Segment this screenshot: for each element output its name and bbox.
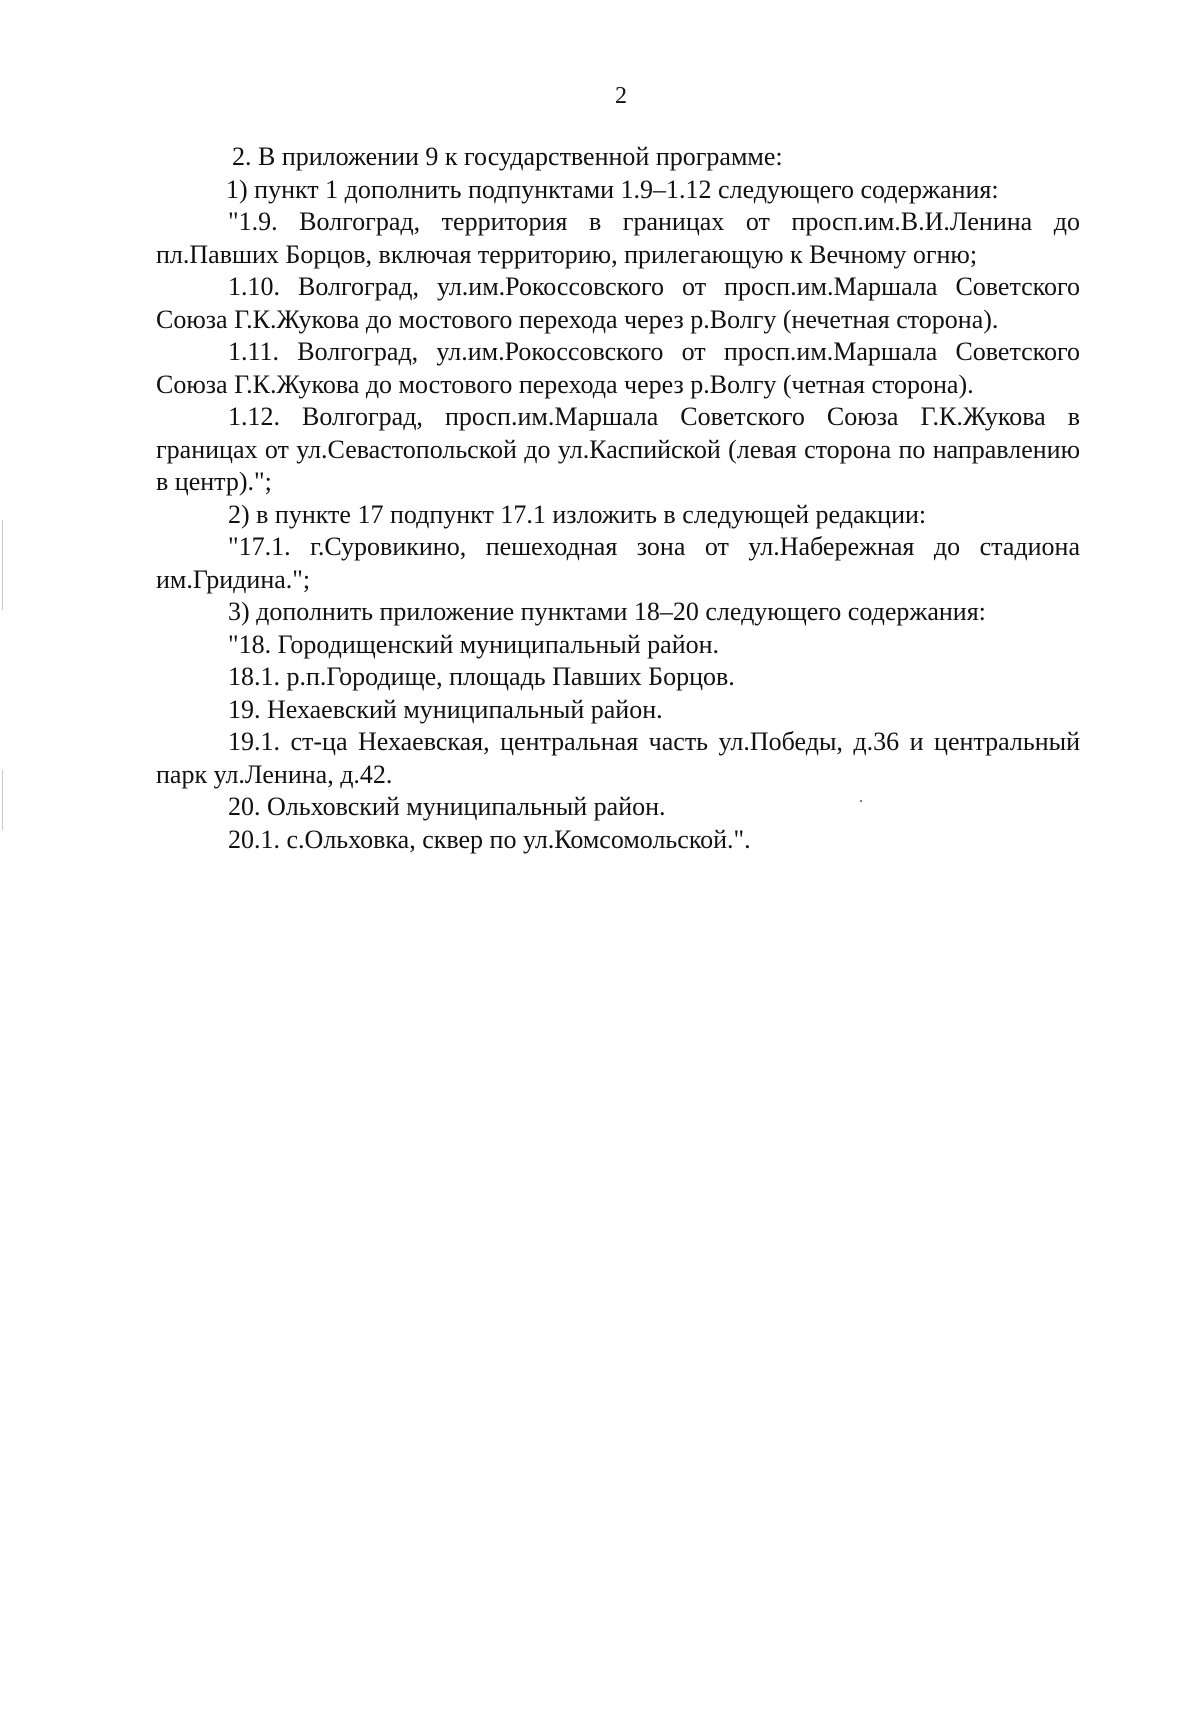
paragraph-20: 20. Ольховский муниципальный район. [228, 792, 666, 821]
paragraph-item-2: 2) в пункте 17 подпункт 17.1 изложить в следующей редакции: [228, 499, 927, 529]
paragraph-19: 19. Нехаевский муниципальный район. [228, 694, 663, 724]
paragraph-18-1: 18.1. р.п.Городище, площадь Павших Борцов. [228, 662, 735, 691]
page-number: 2 [615, 83, 627, 109]
scan-edge-mark [2, 770, 3, 830]
document-body [156, 141, 1080, 856]
paragraph-17-1: "17.1. г.Суровикино, пешеходная зона от ул.Набережная до стадиона им.Гридина."; [156, 532, 1080, 594]
paragraph-section-2: 2. В приложении 9 к государственной программе: [232, 142, 783, 171]
paragraph-item-3: 3) дополнить приложение пунктами 18–20 следующего содержания: [228, 597, 986, 626]
paragraph-item-1: 1) пункт 1 дополнить подпунктами 1.9–1.12 следующего содержания: [226, 174, 999, 204]
paragraph-1-10: 1.10. Волгоград, ул.им.Рокоссовского от просп.им.Маршала Советского Союза Г.К.Жукова до мостового перехода через р.Волгу (нечетная сторона). [156, 272, 1080, 334]
paragraph-20-1: 20.1. с.Ольховка, сквер по ул.Комсомольской.". [228, 824, 751, 854]
scan-edge-mark [2, 520, 3, 610]
paragraph-19-1: 19.1. ст-ца Нехаевская, центральная часть ул.Победы, д.36 и центральный парк ул.Ленина, д.42. [156, 727, 1080, 789]
paragraph-1-11: 1.11. Волгоград, ул.им.Рокоссовского от просп.им.Маршала Советского Союза Г.К.Жукова до мостового перехода через р.Волгу (четная сторона). [156, 337, 1080, 399]
paragraph-18: "18. Городищенский муниципальный район. [228, 629, 720, 659]
paragraph-1-12: 1.12. Волгоград, просп.им.Маршала Советского Союза Г.К.Жукова в границах от ул.Севастопольской до ул.Каспийской (левая сторона по направлению в центр)."; [156, 402, 1080, 496]
paragraph-1-9: "1.9. Волгоград, территория в границах от просп.им.В.И.Ленина до пл.Павших Борцов, включая территорию, прилегающую к Вечному огню; [156, 207, 1080, 269]
